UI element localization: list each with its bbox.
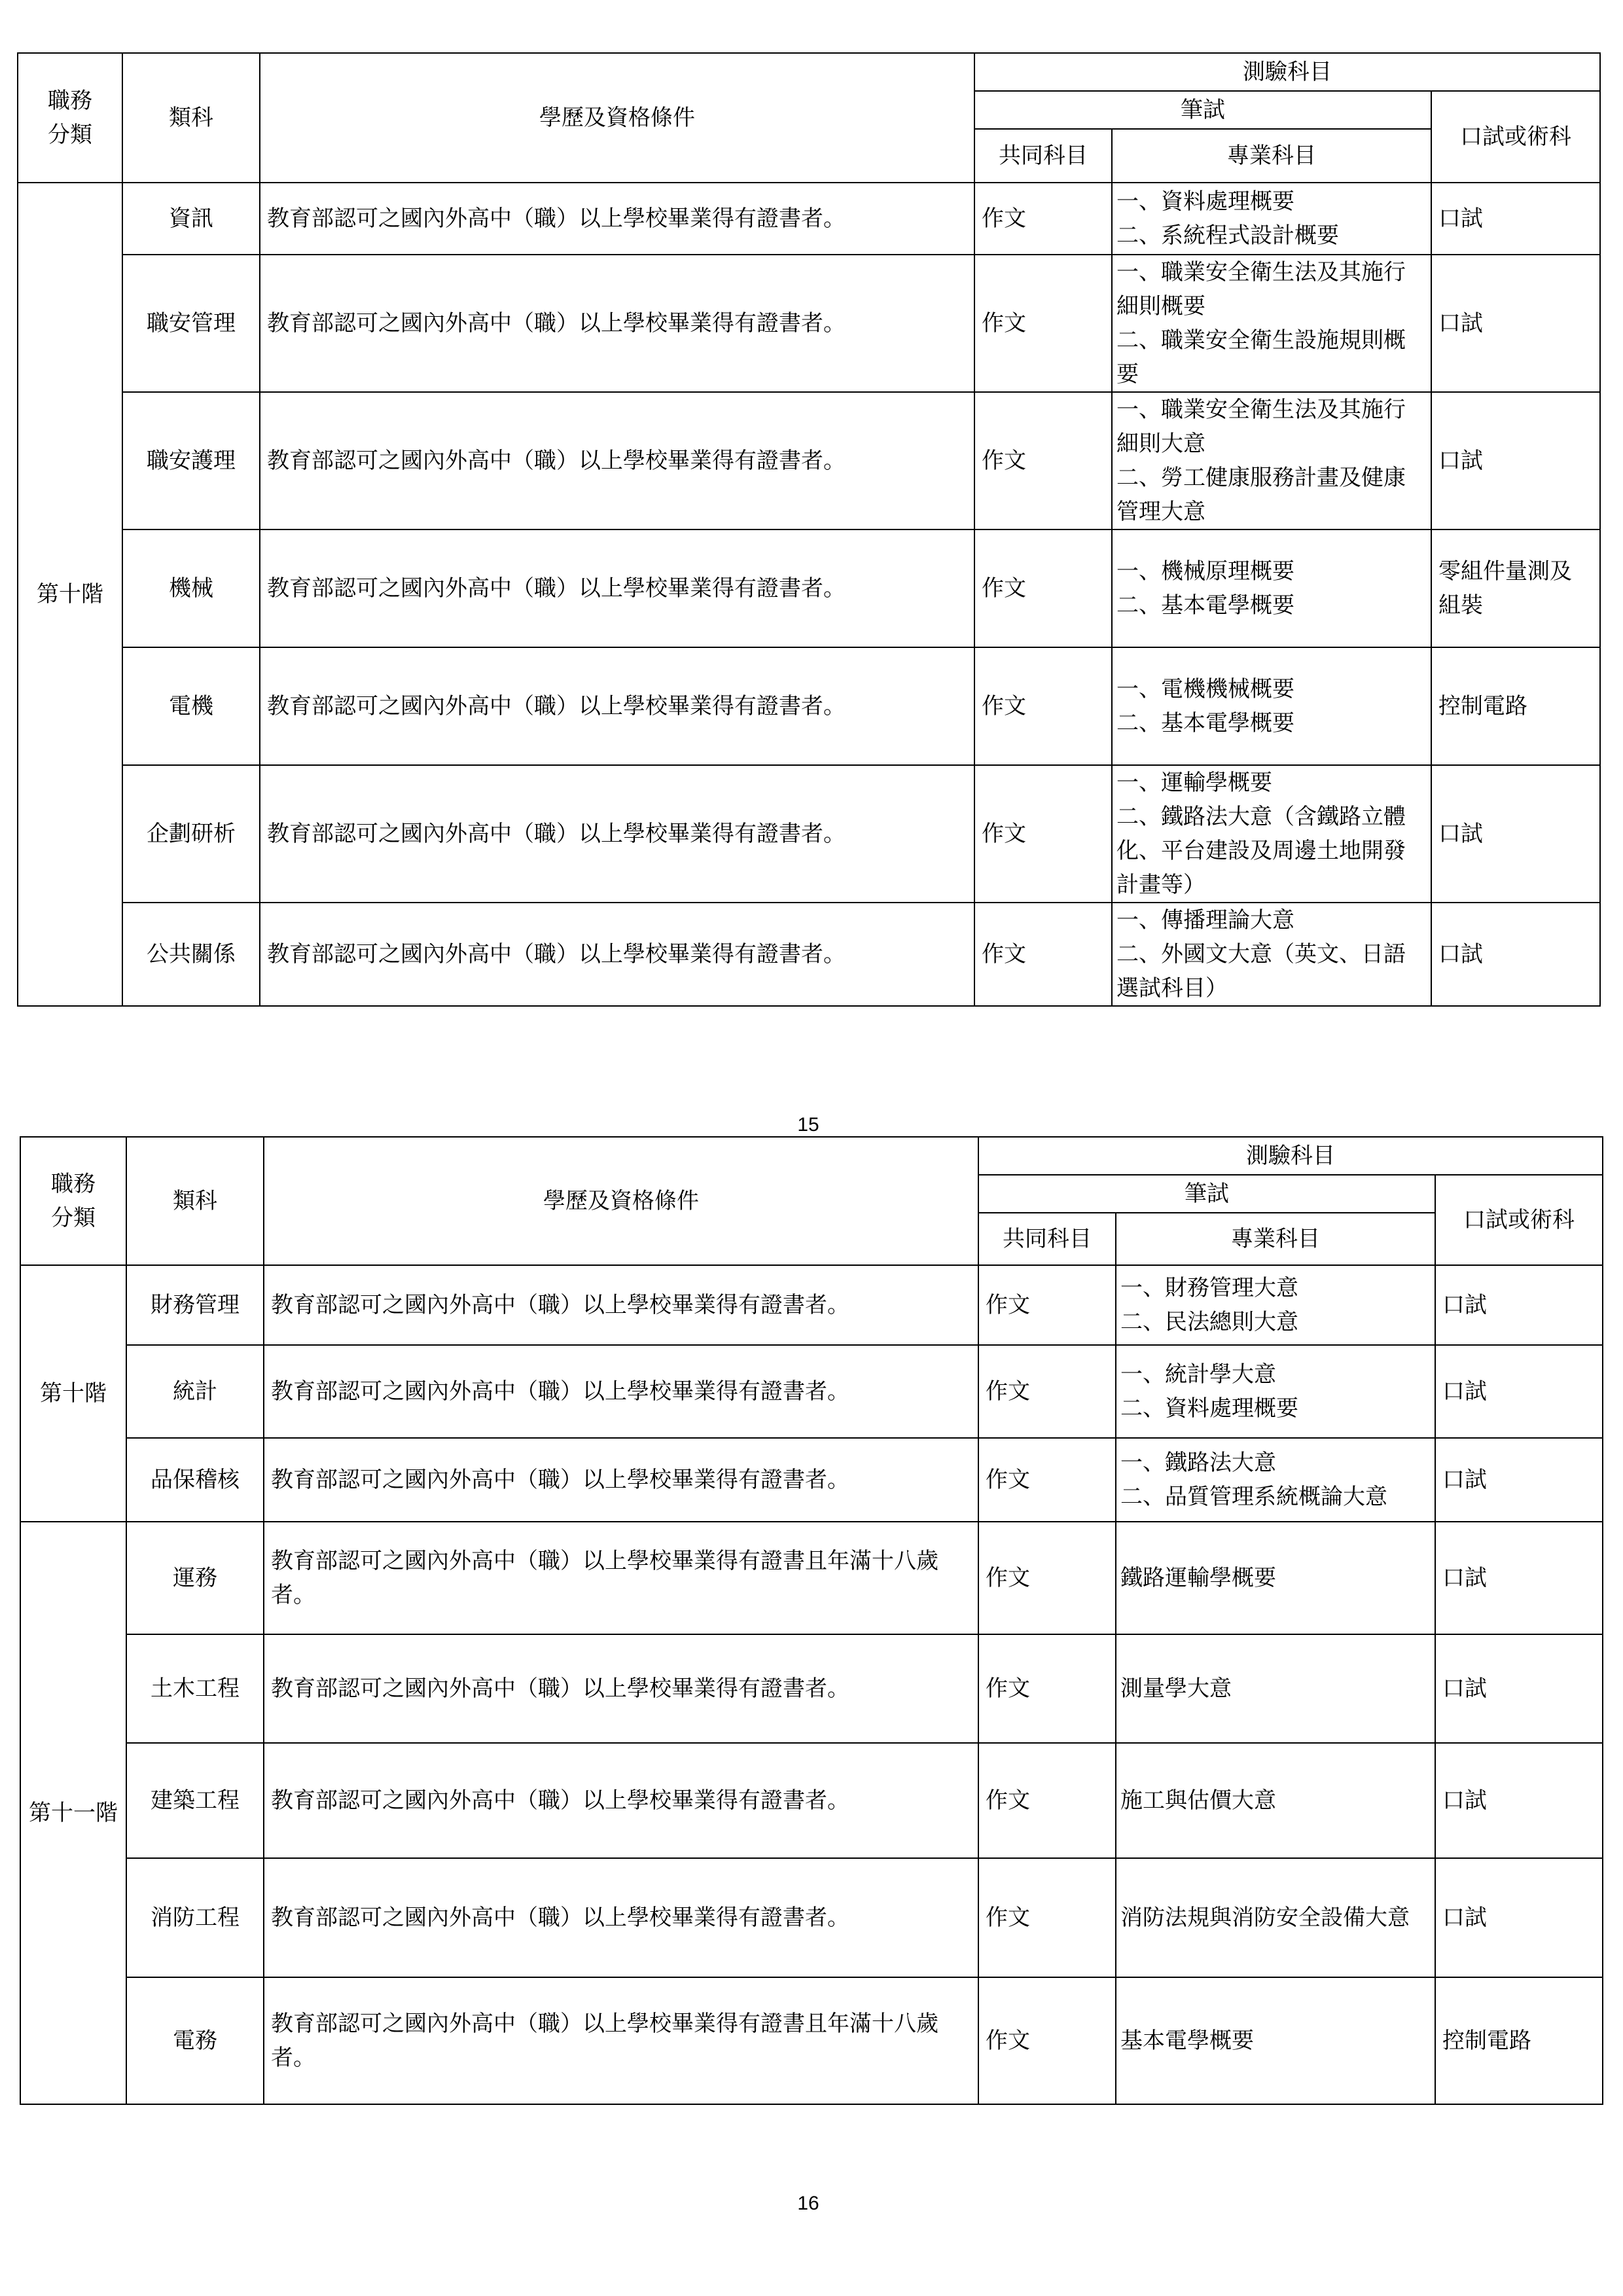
grade-cell: 第十一階 xyxy=(20,1522,126,2104)
table-row xyxy=(20,1522,1603,1634)
common-subject-cell: 作文 xyxy=(974,529,1112,647)
professional-subject-item: 基本電學概要 xyxy=(1120,2028,1254,2054)
exam-table-page-16 xyxy=(20,1136,1603,2105)
qualification-cell: 教育部認可之國內外高中（職）以上學校畢業得有證書者。 xyxy=(264,1265,978,1345)
professional-subject-item: 二、基本電學概要 xyxy=(1116,710,1294,736)
professional-subject-item: 鐵路運輸學概要 xyxy=(1120,1565,1276,1591)
professional-subject-item: 二、系統程式設計概要 xyxy=(1116,223,1339,249)
qualification-cell: 教育部認可之國內外高中（職）以上學校畢業得有證書者。 xyxy=(260,255,974,392)
page-number: 15 xyxy=(797,1114,819,1136)
category-cell: 資訊 xyxy=(122,183,260,255)
table-row xyxy=(20,1858,1603,1977)
header-grade: 職務 分類 xyxy=(18,53,122,183)
qualification-cell: 教育部認可之國內外高中（職）以上學校畢業得有證書者。 xyxy=(260,647,974,765)
common-subject-cell: 作文 xyxy=(974,765,1112,903)
common-subject-cell: 作文 xyxy=(974,647,1112,765)
table-row xyxy=(18,392,1600,529)
professional-subject-item: 一、財務管理大意 xyxy=(1120,1275,1298,1301)
category-cell: 品保稽核 xyxy=(126,1438,264,1522)
professional-subject-item: 一、機械原理概要 xyxy=(1116,558,1294,584)
professional-subject-item: 二、資料處理概要 xyxy=(1120,1395,1298,1422)
header-common: 共同科目 xyxy=(974,129,1112,183)
professional-subject-item: 一、職業安全衛生法及其施行細則概要 xyxy=(1116,259,1406,319)
common-subject-cell: 作文 xyxy=(978,1743,1116,1858)
header-professional: 專業科目 xyxy=(1116,1213,1435,1265)
category-cell: 職安護理 xyxy=(122,392,260,529)
professional-subject-item: 一、電機機械概要 xyxy=(1116,676,1294,702)
category-cell: 統計 xyxy=(126,1345,264,1438)
oral-cell: 零組件量測及組裝 xyxy=(1431,529,1600,647)
qualification-cell: 教育部認可之國內外高中（職）以上學校畢業得有證書者。 xyxy=(260,529,974,647)
header-subjects: 測驗科目 xyxy=(974,53,1600,91)
table-row xyxy=(20,1743,1603,1858)
grade-cell: 第十階 xyxy=(20,1265,126,1522)
qualification-cell: 教育部認可之國內外高中（職）以上學校畢業得有證書者。 xyxy=(264,1438,978,1522)
qualification-cell: 教育部認可之國內外高中（職）以上學校畢業得有證書且年滿十八歲者。 xyxy=(264,1522,978,1634)
table-row xyxy=(18,183,1600,255)
oral-cell: 控制電路 xyxy=(1435,1977,1603,2104)
professional-subject-item: 二、民法總則大意 xyxy=(1120,1309,1298,1335)
header-oral: 口試或術科 xyxy=(1431,91,1600,183)
oral-cell: 口試 xyxy=(1435,1265,1603,1345)
professional-subject-item: 一、資料處理概要 xyxy=(1116,188,1294,215)
table-row xyxy=(20,1345,1603,1438)
common-subject-cell: 作文 xyxy=(978,1345,1116,1438)
professional-subject-item: 二、鐵路法大意（含鐵路立體化、平台建設及周邊土地開發計畫等） xyxy=(1116,804,1406,898)
oral-cell: 口試 xyxy=(1435,1438,1603,1522)
header-written: 筆試 xyxy=(978,1175,1435,1213)
header-written: 筆試 xyxy=(974,91,1431,129)
qualification-cell: 教育部認可之國內外高中（職）以上學校畢業得有證書者。 xyxy=(264,1345,978,1438)
category-cell: 建築工程 xyxy=(126,1743,264,1858)
professional-subject-item: 一、統計學大意 xyxy=(1120,1361,1276,1388)
common-subject-cell: 作文 xyxy=(978,1265,1116,1345)
professional-subject-cell xyxy=(1116,1522,1435,1634)
oral-cell: 口試 xyxy=(1431,255,1600,392)
professional-subject-cell xyxy=(1116,1345,1435,1438)
qualification-cell: 教育部認可之國內外高中（職）以上學校畢業得有證書且年滿十八歲者。 xyxy=(264,1977,978,2104)
common-subject-cell: 作文 xyxy=(978,1858,1116,1977)
header-qualification: 學歷及資格條件 xyxy=(264,1137,978,1265)
common-subject-cell: 作文 xyxy=(978,1977,1116,2104)
common-subject-cell: 作文 xyxy=(978,1634,1116,1743)
common-subject-cell: 作文 xyxy=(978,1438,1116,1522)
category-cell: 企劃研析 xyxy=(122,765,260,903)
oral-cell: 口試 xyxy=(1431,392,1600,529)
professional-subject-item: 一、傳播理論大意 xyxy=(1116,907,1294,933)
header-category: 類科 xyxy=(122,53,260,183)
professional-subject-item: 一、鐵路法大意 xyxy=(1120,1450,1276,1476)
common-subject-cell: 作文 xyxy=(974,903,1112,1006)
table-row xyxy=(20,1634,1603,1743)
category-cell: 公共關係 xyxy=(122,903,260,1006)
exam-table-page-15 xyxy=(17,52,1601,1007)
qualification-cell: 教育部認可之國內外高中（職）以上學校畢業得有證書者。 xyxy=(260,392,974,529)
professional-subject-item: 一、職業安全衛生法及其施行細則大意 xyxy=(1116,397,1406,457)
header-grade: 職務 分類 xyxy=(20,1137,126,1265)
oral-cell: 口試 xyxy=(1435,1345,1603,1438)
category-cell: 機械 xyxy=(122,529,260,647)
professional-subject-cell xyxy=(1116,1265,1435,1345)
professional-subject-item: 二、職業安全衛生設施規則概要 xyxy=(1116,327,1406,387)
table-body xyxy=(18,183,1600,1006)
table-row xyxy=(18,903,1600,1006)
qualification-cell: 教育部認可之國內外高中（職）以上學校畢業得有證書者。 xyxy=(264,1634,978,1743)
header-qualification: 學歷及資格條件 xyxy=(260,53,974,183)
qualification-cell: 教育部認可之國內外高中（職）以上學校畢業得有證書者。 xyxy=(260,903,974,1006)
common-subject-cell: 作文 xyxy=(974,255,1112,392)
qualification-cell: 教育部認可之國內外高中（職）以上學校畢業得有證書者。 xyxy=(260,183,974,255)
oral-cell: 口試 xyxy=(1435,1858,1603,1977)
table-row xyxy=(18,765,1600,903)
common-subject-cell: 作文 xyxy=(974,183,1112,255)
professional-subject-cell xyxy=(1112,765,1431,903)
professional-subject-item: 一、運輸學概要 xyxy=(1116,770,1272,796)
oral-cell: 口試 xyxy=(1435,1743,1603,1858)
table-body xyxy=(20,1265,1603,2104)
professional-subject-item: 施工與估價大意 xyxy=(1120,1787,1276,1814)
common-subject-cell: 作文 xyxy=(974,392,1112,529)
oral-cell: 口試 xyxy=(1431,903,1600,1006)
category-cell: 土木工程 xyxy=(126,1634,264,1743)
oral-cell: 控制電路 xyxy=(1431,647,1600,765)
oral-cell: 口試 xyxy=(1435,1634,1603,1743)
header-subjects: 測驗科目 xyxy=(978,1137,1603,1175)
grade-cell: 第十階 xyxy=(18,183,122,1006)
professional-subject-cell xyxy=(1116,1858,1435,1977)
professional-subject-item: 測量學大意 xyxy=(1120,1676,1232,1702)
common-subject-cell: 作文 xyxy=(978,1522,1116,1634)
oral-cell: 口試 xyxy=(1431,183,1600,255)
professional-subject-cell xyxy=(1112,647,1431,765)
professional-subject-item: 二、勞工健康服務計畫及健康管理大意 xyxy=(1116,465,1406,525)
table-row xyxy=(20,1438,1603,1522)
header-oral: 口試或術科 xyxy=(1435,1175,1603,1265)
category-cell: 財務管理 xyxy=(126,1265,264,1345)
professional-subject-item: 二、基本電學概要 xyxy=(1116,592,1294,619)
professional-subject-cell xyxy=(1112,183,1431,255)
qualification-cell: 教育部認可之國內外高中（職）以上學校畢業得有證書者。 xyxy=(264,1858,978,1977)
qualification-cell: 教育部認可之國內外高中（職）以上學校畢業得有證書者。 xyxy=(260,765,974,903)
qualification-cell: 教育部認可之國內外高中（職）以上學校畢業得有證書者。 xyxy=(264,1743,978,1858)
page-number: 16 xyxy=(797,2193,819,2214)
table-row xyxy=(20,1265,1603,1345)
professional-subject-item: 二、品質管理系統概論大意 xyxy=(1120,1484,1387,1510)
professional-subject-cell xyxy=(1116,1743,1435,1858)
header-professional: 專業科目 xyxy=(1112,129,1431,183)
category-cell: 職安管理 xyxy=(122,255,260,392)
category-cell: 運務 xyxy=(126,1522,264,1634)
professional-subject-cell xyxy=(1112,903,1431,1006)
category-cell: 電機 xyxy=(122,647,260,765)
professional-subject-item: 二、外國文大意（英文、日語選試科目） xyxy=(1116,941,1406,1001)
professional-subject-cell xyxy=(1116,1977,1435,2104)
professional-subject-cell xyxy=(1112,529,1431,647)
professional-subject-cell xyxy=(1112,392,1431,529)
oral-cell: 口試 xyxy=(1431,765,1600,903)
table-row xyxy=(18,529,1600,647)
category-cell: 電務 xyxy=(126,1977,264,2104)
professional-subject-item: 消防法規與消防安全設備大意 xyxy=(1120,1905,1410,1931)
table-row xyxy=(18,255,1600,392)
category-cell: 消防工程 xyxy=(126,1858,264,1977)
table-row xyxy=(20,1977,1603,2104)
table-row xyxy=(18,647,1600,765)
header-common: 共同科目 xyxy=(978,1213,1116,1265)
professional-subject-cell xyxy=(1116,1438,1435,1522)
professional-subject-cell xyxy=(1116,1634,1435,1743)
oral-cell: 口試 xyxy=(1435,1522,1603,1634)
professional-subject-cell xyxy=(1112,255,1431,392)
header-category: 類科 xyxy=(126,1137,264,1265)
